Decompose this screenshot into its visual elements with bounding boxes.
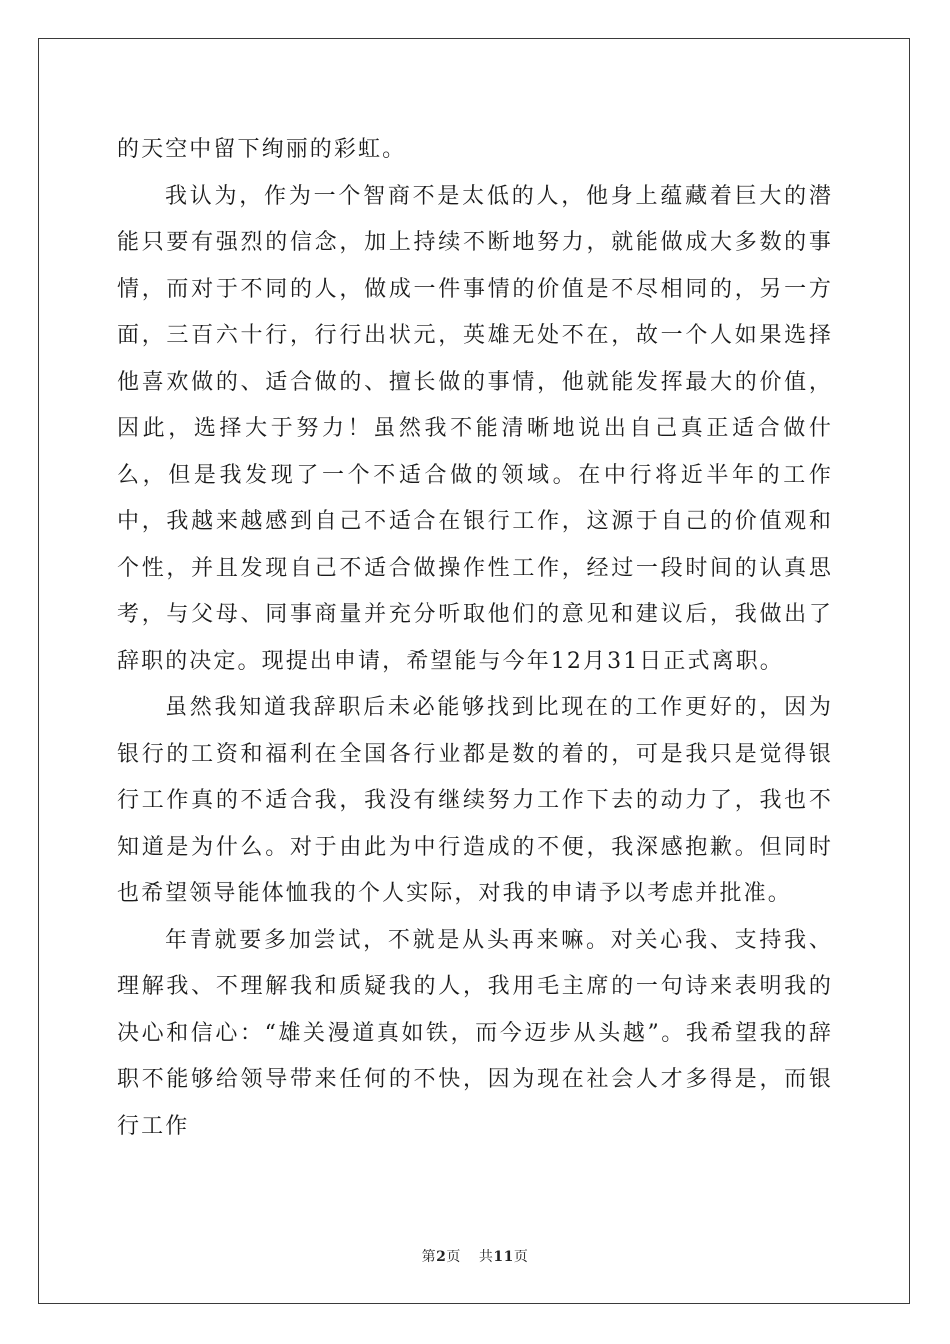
total-suffix: 页 [513, 1249, 529, 1265]
paragraph-1: 的天空中留下绚丽的彩虹。 [117, 137, 407, 162]
document-body [117, 127, 833, 1150]
page-suffix: 页 [446, 1249, 461, 1265]
total-pages: 11 [493, 1249, 514, 1265]
page-number: 2 [436, 1249, 447, 1265]
paragraph-4: 年青就要多加尝试，不就是从头再来嘛。对关心我、支持我、理解我、不理解我和质疑我的人，我用毛主席的一句诗来表明我的决心和信心：“雄关漫道真如铁，而今迈步从头越”。我希望我的辞职不能够给领导带来任何的不快，因为现在社会人才多得是，而银行工作 [117, 927, 833, 1139]
paragraph-3: 虽然我知道我辞职后未必能够找到比现在的工作更好的，因为银行的工资和福利在全国各行业都是数的着的，可是我只是觉得银行工作真的不适合我，我没有继续努力工作下去的动力了，我也不知道是为什么。对于由此为中行造成的不便，我深感抱歉。但同时也希望领导能体恤我的个人实际，对我的申请予以考虑并批准。 [117, 695, 833, 906]
total-prefix: 共 [478, 1249, 494, 1265]
page-prefix: 第 [421, 1249, 437, 1265]
page-footer [0, 1246, 950, 1266]
paragraph-2: 我认为，作为一个智商不是太低的人，他身上蕴藏着巨大的潜能只要有强烈的信念，加上持续不断地努力，就能做成大多数的事情，而对于不同的人，做成一件事情的价值是不尽相同的，另一方面，三百六十行，行行出状元，英雄无处不在，故一个人如果选择他喜欢做的、适合做的、擅长做的事情，他就能发挥最大的价值，因此，选择大于努力！虽然我不能清晰地说出自己真正适合做什么，但是我发现了一个不适合做的领域。在中行将近半年的工作中，我越来越感到自己不适合在银行工作，这源于自己的价值观和个性，并且发现自己不适合做操作性工作，经过一段时间的认真思考，与父母、同事商量并充分听取他们的意见和建议后，我做出了辞职的决定。现提出申请，希望能与今年12月31日正式离职。 [117, 183, 833, 674]
